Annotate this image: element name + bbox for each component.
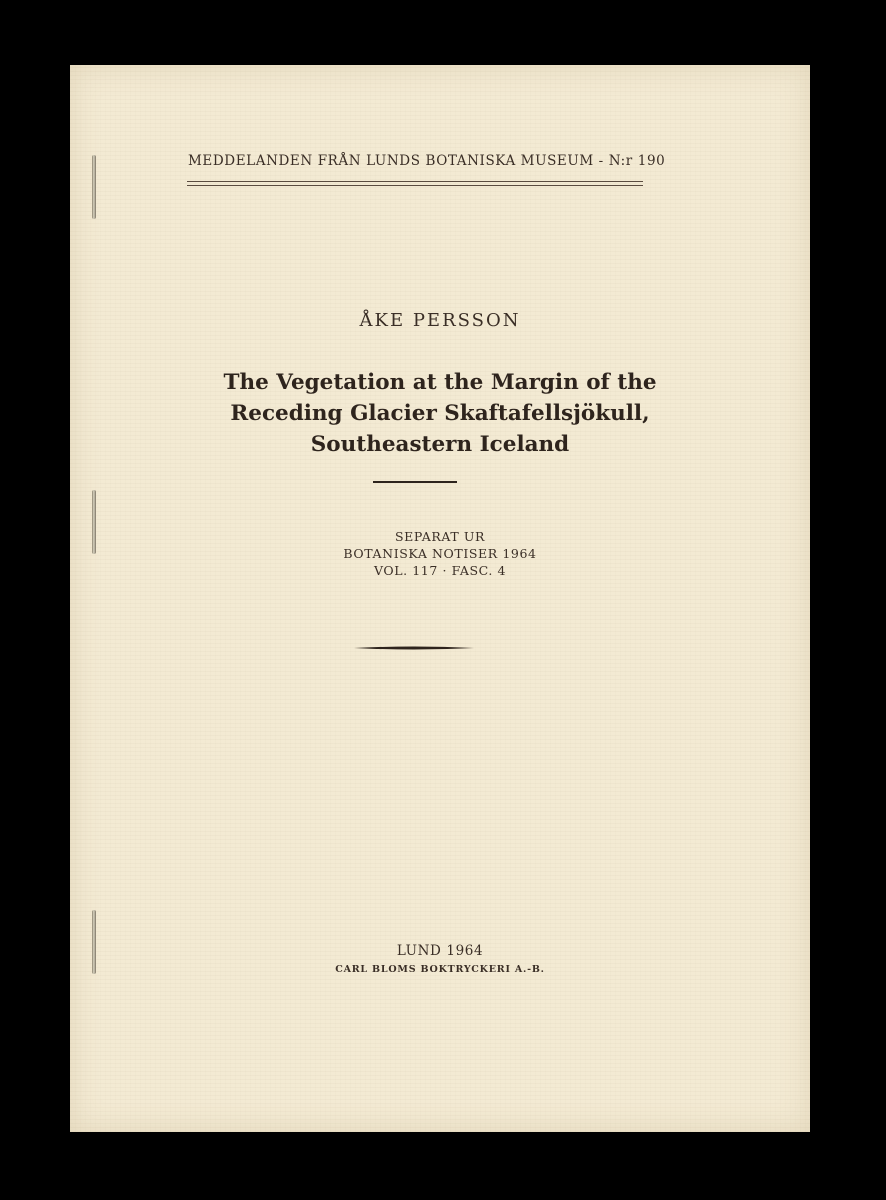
pamphlet-cover: [70, 65, 810, 1132]
title-line: The Vegetation at the Margin of the: [223, 370, 657, 395]
title-divider: [373, 481, 457, 483]
title-line: Receding Glacier Skaftafellsjökull,: [230, 401, 650, 426]
header-rule-bottom: [187, 185, 643, 186]
author-name: ÅKE PERSSON: [359, 310, 521, 331]
header-rule-top: [187, 181, 643, 182]
imprint-place-year: LUND 1964: [396, 943, 484, 959]
document-title: [70, 367, 810, 460]
offprint-line: SEPARAT UR: [395, 529, 485, 544]
imprint-printer: CARL BLOMS BOKTRYCKERI A.-B.: [335, 964, 545, 975]
series-header: MEDDELANDEN FRÅN LUNDS BOTANISKA MUSEUM - N:r 190: [188, 153, 666, 169]
offprint-notice: [70, 528, 810, 579]
offprint-line: VOL. 117 · FASC. 4: [373, 563, 507, 578]
title-line: Southeastern Iceland: [310, 432, 570, 457]
offprint-line: BOTANISKA NOTISER 1964: [343, 546, 537, 561]
swell-rule-divider: [354, 645, 474, 651]
staple-top: [92, 155, 96, 219]
